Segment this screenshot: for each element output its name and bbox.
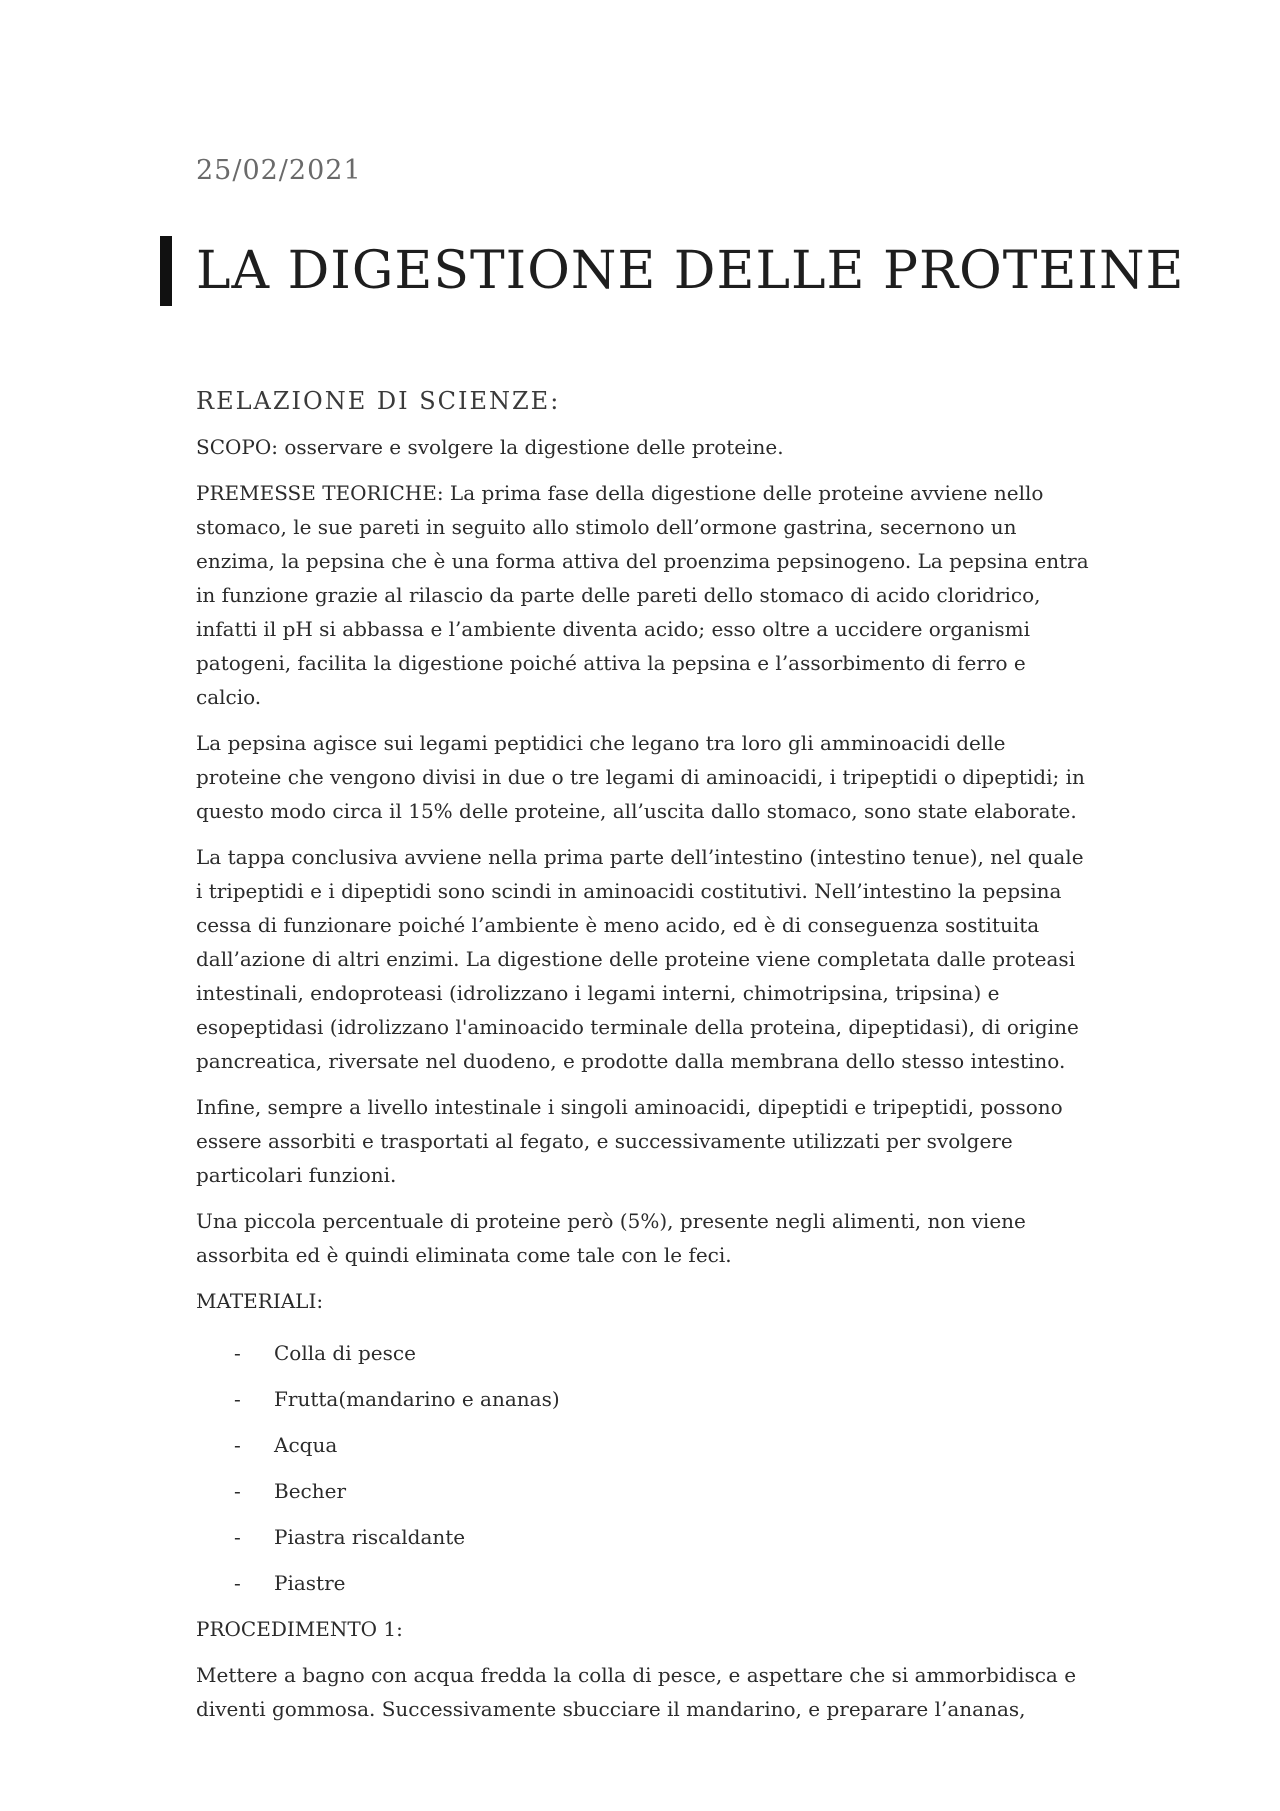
list-dash: - (234, 1571, 241, 1595)
document-date: 25/02/2021 (196, 155, 362, 186)
document-subtitle: RELAZIONE DI SCIENZE: (196, 387, 561, 415)
materials-heading: MATERIALI: (196, 1289, 324, 1313)
title-block (160, 236, 1184, 306)
paragraph-tappa-conclusiva: La tappa conclusiva avviene nella prima parte dell’intestino (intestino tenue), nel quale i tripeptidi e i dipeptidi sono scindi in aminoacidi costitutivi. Nell’intestino la pepsina cessa di funzionare poiché l’ambiente è meno acido, ed è di conseguenza sostituita dall’azione di altri enzimi. La digestione delle proteine viene completata dalle proteasi intestinali, endoproteasi (idrolizzano i legami interni, chimotripsina, tripsina) e esopeptidasi (idrolizzano l'aminoacido terminale della proteina, dipeptidasi), di origine pancreatica, riversate nel duodeno, e prodotte dalla membrana dello stesso intestino. (196, 845, 1084, 1073)
material-label: Becher (274, 1479, 347, 1503)
procedure-heading: PROCEDIMENTO 1: (196, 1617, 403, 1641)
material-label: Piastra riscaldante (274, 1525, 466, 1549)
material-label: Colla di pesce (274, 1341, 416, 1365)
paragraph-premesse: PREMESSE TEORICHE: La prima fase della digestione delle proteine avviene nello stomaco, le sue pareti in seguito allo stimolo dell’ormone gastrina, secernono un enzima, la pepsina che è una forma attiva del proenzima pepsinogeno. La pepsina entra in funzione grazie al rilascio da parte delle pareti dello stomaco di acido cloridrico, infatti il pH si abbassa e l’ambiente diventa acido; esso oltre a uccidere organismi patogeni, facilita la digestione poiché attiva la pepsina e l’assorbimento di ferro e calcio. (196, 481, 1089, 709)
paragraph-percentuale: Una piccola percentuale di proteine però (5%), presente negli alimenti, non viene assorbita ed è quindi eliminata come tale con le feci. (196, 1209, 1026, 1267)
scope-paragraph: SCOPO: osservare e svolgere la digestione delle proteine. (196, 435, 784, 459)
list-item (196, 1514, 1096, 1560)
list-item (196, 1422, 1096, 1468)
title-accent-bar (160, 236, 172, 306)
document-body (196, 430, 1096, 1738)
document-title: LA DIGESTIONE DELLE PROTEINE (196, 241, 1185, 301)
list-item (196, 1560, 1096, 1606)
material-label: Frutta(mandarino e ananas) (274, 1387, 560, 1411)
list-item (196, 1376, 1096, 1422)
material-label: Piastre (274, 1571, 346, 1595)
list-dash: - (234, 1479, 241, 1503)
list-dash: - (234, 1387, 241, 1411)
list-item (196, 1468, 1096, 1514)
materials-list (196, 1330, 1096, 1606)
list-dash: - (234, 1341, 241, 1365)
procedure-paragraph: Mettere a bagno con acqua fredda la colla di pesce, e aspettare che si ammorbidisca e diventi gommosa. Successivamente sbucciare il mandarino, e preparare l’ananas, (196, 1663, 1077, 1721)
paragraph-pepsina: La pepsina agisce sui legami peptidici che legano tra loro gli amminoacidi delle proteine che vengono divisi in due o tre legami di aminoacidi, i tripeptidi o dipeptidi; in questo modo circa il 15% delle proteine, all’uscita dallo stomaco, sono state elaborate. (196, 731, 1085, 823)
list-dash: - (234, 1525, 241, 1549)
paragraph-infine: Infine, sempre a livello intestinale i singoli aminoacidi, dipeptidi e tripeptidi, possono essere assorbiti e trasportati al fegato, e successivamente utilizzati per svolgere particolari funzioni. (196, 1095, 1063, 1187)
list-dash: - (234, 1433, 241, 1457)
material-label: Acqua (274, 1433, 338, 1457)
list-item (196, 1330, 1096, 1376)
